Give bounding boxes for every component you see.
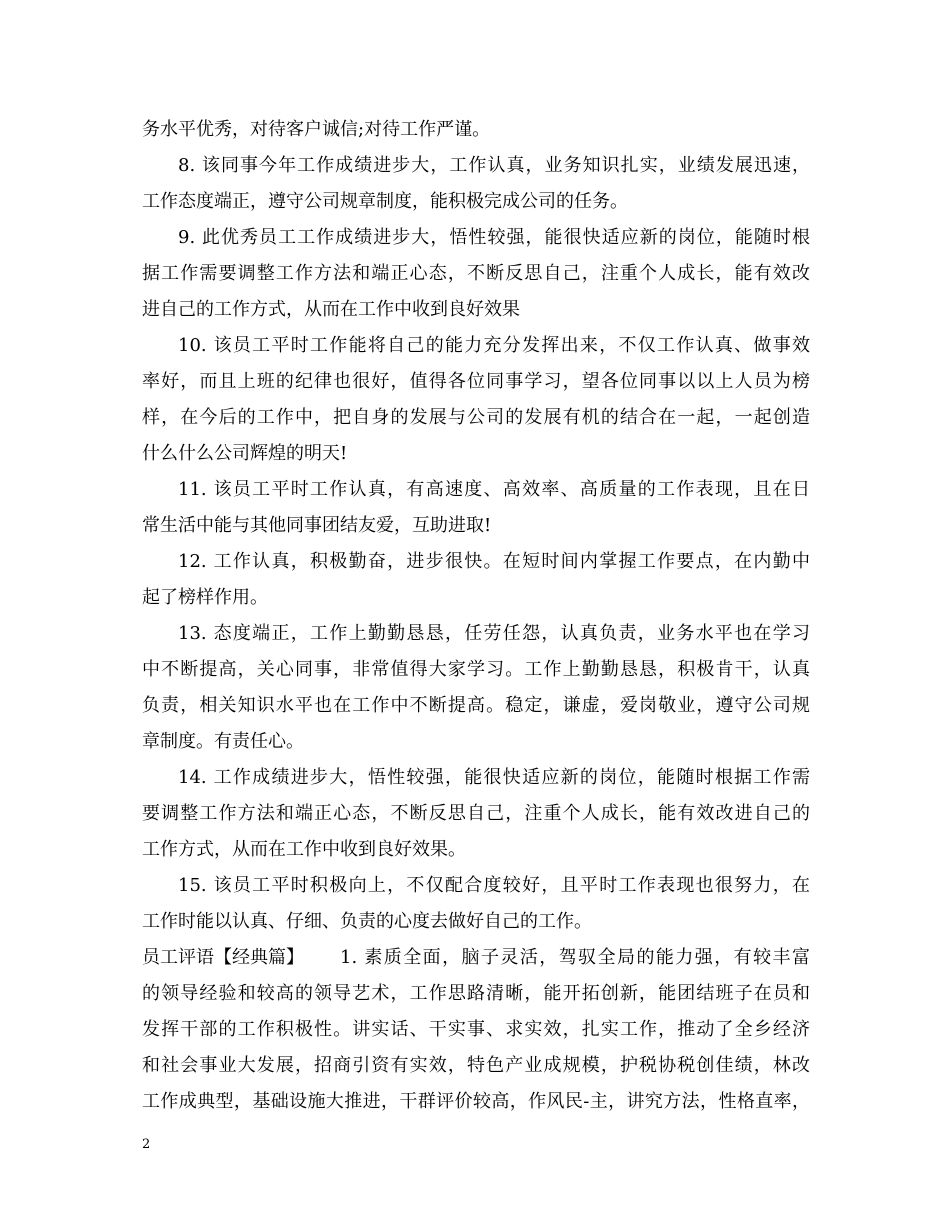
paragraph-line: 中不断提高，关心同事，非常值得大家学习。工作上勤勤恳恳，积极肯干，认真 [142, 659, 810, 680]
paragraph-line: 什么什么公司辉煌的明天! [142, 443, 348, 464]
paragraph-line: 15. 该员工平时积极向上，不仅配合度较好，且平时工作表现也很努力，在 [178, 875, 810, 896]
paragraph-line: 要调整工作方法和端正心态，不断反思自己，注重个人成长，能有效改进自己的 [142, 803, 810, 824]
paragraph-line: 率好，而且上班的纪律也很好，值得各位同事学习，望各位同事以以上人员为榜 [142, 371, 810, 392]
paragraph-line: 10. 该员工平时工作能将自己的能力充分发挥出来，不仅工作认真、做事效 [178, 335, 810, 356]
paragraph-line: 章制度。有责任心。 [142, 731, 304, 752]
paragraph-line: 进自己的工作方式，从而在工作中收到良好效果 [142, 299, 520, 320]
paragraph-line: 负责，相关知识水平也在工作中不断提高。稳定，谦虚，爱岗敬业，遵守公司规 [142, 695, 810, 716]
paragraph-line: 的领导经验和较高的领导艺术，工作思路清晰，能开拓创新，能团结班子在员和 [142, 983, 810, 1004]
paragraph-line: 常生活中能与其他同事团结友爱，互助进取! [142, 515, 492, 536]
section-first-line-text: 1. 素质全面，脑子灵活，驾驭全局的能力强，有较丰富 [340, 947, 810, 968]
paragraph-line: 9. 此优秀员工工作成绩进步大，悟性较强，能很快适应新的岗位，能随时根 [178, 227, 810, 248]
paragraph-line: 据工作需要调整工作方法和端正心态，不断反思自己，注重个人成长，能有效改 [142, 263, 810, 284]
paragraph-line: 8. 该同事今年工作成绩进步大，工作认真，业务知识扎实，业绩发展迅速， [178, 155, 810, 176]
paragraph-line: 11. 该员工平时工作认真，有高速度、高效率、高质量的工作表现，且在日 [178, 479, 810, 500]
paragraph-line: 13. 态度端正，工作上勤勤恳恳，任劳任怨，认真负责，业务水平也在学习 [178, 623, 810, 644]
section-first-line [142, 940, 810, 976]
paragraph-line: 12. 工作认真，积极勤奋，进步很快。在短时间内掌握工作要点，在内勤中 [178, 551, 810, 572]
paragraph-line: 样，在今后的工作中，把自身的发展与公司的发展有机的结合在一起，一起创造 [142, 407, 810, 428]
paragraph-line: 14. 工作成绩进步大，悟性较强，能很快适应新的岗位，能随时根据工作需 [178, 767, 810, 788]
paragraph-line: 和社会事业大发展，招商引资有实效，特色产业成规模，护税协税创佳绩，林改 [142, 1055, 810, 1076]
paragraph-line: 工作时能以认真、仔细、负责的心度去做好自己的工作。 [142, 911, 592, 932]
paragraph-line: 起了榜样作用。 [142, 587, 268, 608]
paragraph-line: 工作成典型，基础设施大推进，干群评价较高，作风民-主，讲究方法，性格直率， [142, 1091, 810, 1112]
document-body [142, 112, 810, 1120]
page-number: 2 [142, 1137, 151, 1152]
paragraph-line: 发挥干部的工作积极性。讲实话、干实事、求实效，扎实工作，推动了全乡经济 [142, 1019, 810, 1040]
paragraph-line: 务水平优秀，对待客户诚信;对待工作严谨。 [142, 119, 491, 140]
paragraph-line: 工作方式，从而在工作中收到良好效果。 [142, 839, 466, 860]
section-heading: 员工评语【经典篇】 [142, 947, 304, 968]
paragraph-line: 工作态度端正，遵守公司规章制度，能积极完成公司的任务。 [142, 191, 628, 212]
